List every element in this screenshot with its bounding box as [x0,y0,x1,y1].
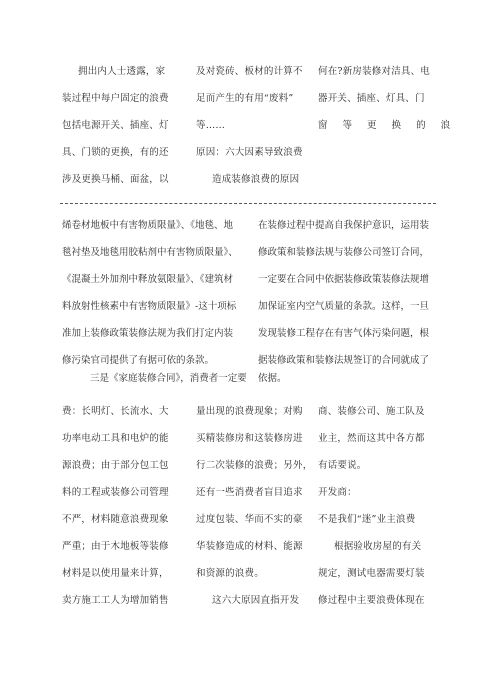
text-line: 在装修过程中提高自我保护意识，运用装 [258,220,430,231]
text-line: 开发商： [318,487,357,498]
bottom-column-1 [62,398,190,614]
text-line: 材料是以使用量来计算， [62,568,169,579]
text-line: 不严，材料随意浪费现象 [62,514,169,525]
text-line: 加保证室内空气质量的条款。这样，一旦 [258,301,430,312]
text-line: 修污染官司提供了有据可依的条款。 [62,355,215,366]
text-line: 华装修造成的材料、能源 [196,541,303,552]
section-heading: 三是《家庭装修合同》，消费者一定要 [90,373,247,384]
text-line: 修政策和装修法规与装修公司签订合同， [258,247,430,258]
text-line: 包括电源开关、插座、灯 [62,120,169,131]
text-line: 发现装修工程存在有害气体污染问题，根 [258,328,430,339]
text-line: 修过程中主要浪费体现在 [318,595,425,606]
text-line: 及对瓷砖、板材的计算不 [196,66,303,77]
text-line: 原因：六大因素导致浪费 [196,147,303,158]
text-line: 料放射性核素中有害物质限量》-这十项标 [62,301,237,312]
text-line: 烯卷材地板中有害物质限量》、《地毯、地 [62,220,234,231]
text-line: 行二次装修的浪费；另外， [196,460,313,471]
text-line: 具、门锁的更换，有的还 [62,147,169,158]
text-line: 源浪费；由于部分包工包 [62,460,169,471]
text-line: 功率电动工具和电炉的能 [62,433,169,444]
text-line: 商、装修公司、施工队及 [318,406,425,417]
section-divider [60,203,436,204]
text-line: 器开关、插座、灯具、门 [318,93,425,104]
middle-column-right [258,212,438,374]
text-line: 准加上装修政策装修法规为我们打定内装 [62,328,234,339]
text-line: 毯衬垫及地毯用胶粘剂中有害物质限量》、 [62,247,238,258]
text-line: 造成装修浪费的原因 [212,174,300,185]
text-line: 卖方施工工人为增加销售 [62,595,169,606]
text-line: 和资源的浪费。 [196,568,264,579]
text-line: 还有一些消费者盲目追求 [196,487,303,498]
top-column-1 [62,58,192,193]
text-line: 费：长明灯、长流水、大 [62,406,169,417]
text-line: 买精装修房和这装修房进 [196,433,303,444]
text-line: 不是我们“迷”业主浪费 [318,514,416,525]
text-line: 严重；由于木地板等装修 [62,541,169,552]
text-line: 规定，测试电器需要灯装 [318,568,425,579]
text-line: 何在?新房装修对洁具、电 [318,66,430,77]
text-line: 量出现的浪费现象；对购 [196,406,303,417]
middle-column-left [62,212,252,374]
text-line: 根据验收房屋的有关 [334,541,422,552]
text-line: 涉及更换马桶、面盆，以 [62,174,169,185]
text-line: 等…… [196,120,226,131]
text-line: 过度包装、华而不实的豪 [196,514,303,525]
text-line: 料的工程或装修公司管理 [62,487,169,498]
top-column-3 [318,58,457,139]
text-line: 拥出内人士透露，家 [78,66,166,77]
text-line: 窗 等 更 换 的 浪 [318,120,457,131]
section-heading-continuation: 依据。 [258,373,287,384]
text-line: 业主，然而这其中各方都 [318,433,425,444]
bottom-column-3 [318,398,438,614]
text-line: 一定要在合同中依据装修政策装修法规增 [258,274,430,285]
text-line: 据装修政策和装修法规签订的合同就成了 [258,355,430,366]
text-line: 装过程中每户固定的浪费 [62,93,169,104]
text-line: 《混凝土外加剂中释放氨限量》、《建筑材 [62,274,234,285]
top-column-2 [196,58,308,193]
text-line: 这六大原因直指开发 [212,595,300,606]
text-line: 足而产生的有用“废料” [196,93,294,104]
text-line: 有话要说。 [318,460,367,471]
bottom-column-2 [196,398,313,614]
